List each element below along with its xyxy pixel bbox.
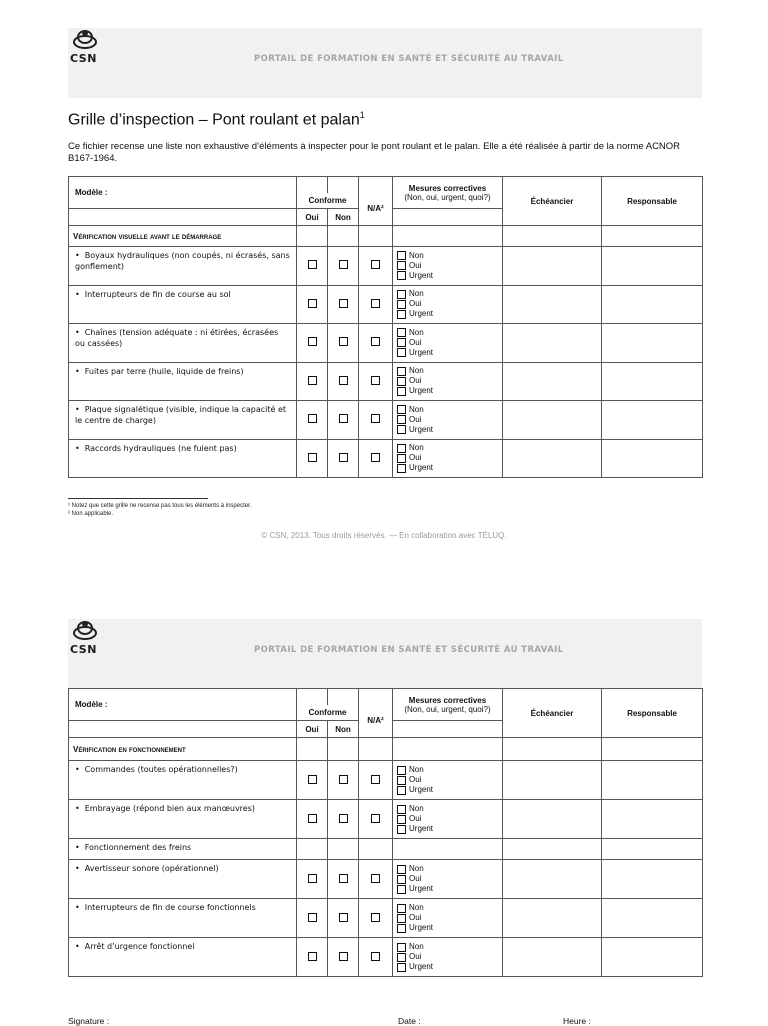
conforme-oui-cell [297,285,328,324]
mesure-option[interactable] [397,913,498,923]
bullet-icon: • [75,328,80,337]
inspection-table-2 [68,688,703,977]
echeancier-cell[interactable] [503,439,602,478]
header-band [68,28,702,98]
na-checkbox[interactable] [371,814,380,823]
mesure-option-label: Urgent [409,309,434,319]
responsable-cell[interactable] [602,285,703,324]
empty-cell[interactable] [359,738,393,761]
conforme-oui-checkbox[interactable] [308,874,317,883]
conforme-non-checkbox[interactable] [339,814,348,823]
bullet-icon: • [75,765,80,774]
mesure-option-label: Oui [409,952,422,961]
conforme-non-checkbox[interactable] [339,414,348,423]
na-cell [359,800,393,839]
mesure-option-label: Oui [409,337,422,347]
item-label: • Arrêt d’urgence fonctionnel [69,938,297,977]
mesure-option-checkbox[interactable] [397,464,406,473]
mesure-option-label: Non [409,289,424,299]
mesure-option[interactable] [397,962,498,972]
bullet-icon: • [75,864,80,873]
conforme-header: Conforme [297,705,359,721]
mesure-option-checkbox[interactable] [397,454,406,463]
responsable-header: Responsable [602,689,703,738]
mesure-option-checkbox[interactable] [397,367,406,376]
conforme-oui-checkbox[interactable] [308,913,317,922]
mesure-option[interactable] [397,765,498,775]
mesure-option[interactable] [397,348,498,358]
echeancier-cell[interactable] [503,401,602,440]
conforme-non-checkbox[interactable] [339,952,348,961]
portal-tagline: PORTAIL DE FORMATION EN SANTÉ ET SÉCURITÉ AU TRAVAIL [254,645,564,655]
mesure-option[interactable] [397,386,498,396]
table-row [69,247,703,286]
conforme-non-cell [328,285,359,324]
mesure-option[interactable] [397,289,498,299]
section-label: Vérification visuelle avant le démarrage [69,226,297,247]
table-row [69,800,703,839]
footnote-ref: 1 [359,110,365,120]
mesure-option-checkbox[interactable] [397,865,406,874]
item-label: • Avertisseur sonore (opérationnel) [69,860,297,899]
mesure-option[interactable] [397,309,498,319]
conforme-non-cell [328,401,359,440]
empty-cell[interactable] [297,738,328,761]
item-label: • Raccords hydrauliques (ne fuient pas) [69,439,297,478]
bullet-icon: • [75,443,80,453]
footnote-divider [68,498,208,499]
mesure-option-checkbox[interactable] [397,943,406,952]
conforme-oui-cell [297,439,328,478]
bullet-icon: • [75,251,80,260]
responsable-cell[interactable] [602,439,703,478]
na-cell [359,899,393,938]
table-row [69,401,703,440]
model-header: Modèle : [69,177,297,209]
echeancier-cell[interactable] [503,738,602,761]
echeancier-header: Échéancier [503,689,602,738]
signature-label: Signature : [68,1016,110,1026]
conforme-non-cell [328,247,359,286]
responsable-cell[interactable] [602,800,703,839]
mesure-option-checkbox[interactable] [397,953,406,962]
mesure-option[interactable] [397,405,498,415]
mesure-option-label: Oui [409,913,422,922]
section-row [69,226,703,247]
mesure-option-checkbox[interactable] [397,444,406,453]
responsable-header: Responsable [602,177,703,226]
na-cell [359,324,393,363]
mesure-option-checkbox[interactable] [397,328,406,337]
bullet-icon: • [75,903,80,912]
responsable-cell[interactable] [602,860,703,899]
logo-text: CSN [70,52,97,65]
empty-cell[interactable] [393,738,503,761]
responsable-cell[interactable] [602,247,703,286]
mesure-option[interactable] [397,923,498,933]
echeancier-cell[interactable] [503,247,602,286]
bullet-icon: • [75,804,80,813]
mesure-option-checkbox[interactable] [397,271,406,280]
mesure-option-checkbox[interactable] [397,415,406,424]
conforme-oui-cell [297,401,328,440]
conforme-oui-cell [297,899,328,938]
conforme-non-checkbox[interactable] [339,376,348,385]
mesures-options [393,285,503,324]
portal-tagline: PORTAIL DE FORMATION EN SANTÉ ET SÉCURITÉ AU TRAVAIL [254,54,564,64]
na-cell [359,247,393,286]
echeancier-cell[interactable] [503,761,602,800]
empty-cell[interactable] [328,226,359,247]
mesure-option-label: Non [409,250,424,260]
mesure-option-checkbox[interactable] [397,377,406,386]
item-label: • Commandes (toutes opérationnelles?) [69,761,297,800]
mesure-option[interactable] [397,775,498,785]
bullet-icon: • [75,405,80,414]
date-label: Date : [398,1016,421,1026]
table-row [69,938,703,977]
mesure-option-label: Non [409,443,424,453]
conforme-oui-cell [297,362,328,401]
conforme-oui-checkbox[interactable] [308,376,317,385]
mesure-option-label: Urgent [409,884,434,893]
conforme-non-checkbox[interactable] [339,874,348,883]
empty-cell[interactable] [328,738,359,761]
conforme-non-checkbox[interactable] [339,260,348,269]
mesures-options [393,860,503,899]
empty-cell[interactable] [359,226,393,247]
responsable-cell[interactable] [602,401,703,440]
item-label: • Chaînes (tension adéquate : ni étirées, écrasées ou cassées) [69,324,297,363]
table-row [69,761,703,800]
mesure-option-checkbox[interactable] [397,300,406,309]
bullet-icon: • [75,289,80,299]
mesure-option-checkbox[interactable] [397,387,406,396]
header-band-page-2 [68,619,702,689]
echeancier-cell[interactable] [503,899,602,938]
conforme-non-cell [328,800,359,839]
page-title: Grille d’inspection – Pont roulant et palan$^1$ [68,110,365,129]
conforme-non-cell [328,761,359,800]
table-row [69,860,703,899]
mesure-option[interactable] [397,952,498,962]
footnotes [68,502,251,518]
item-label: • Interrupteurs de fin de course au sol [69,285,297,324]
oui-header: Oui [297,721,328,738]
conforme-oui-checkbox[interactable] [308,775,317,784]
mesure-option-checkbox[interactable] [397,425,406,434]
na-checkbox[interactable] [371,376,380,385]
non-header: Non [328,721,359,738]
conforme-oui-cell [297,938,328,977]
mesure-option[interactable] [397,874,498,884]
na-header: N/A² [359,193,393,226]
empty-cell[interactable] [359,839,393,860]
na-checkbox[interactable] [371,913,380,922]
conforme-oui-cell [297,800,328,839]
responsable-cell[interactable] [602,324,703,363]
conforme-oui-checkbox[interactable] [308,414,317,423]
mesure-option-label: Oui [409,453,422,463]
mesure-option-label: Oui [409,814,422,823]
mesure-option-checkbox[interactable] [397,786,406,795]
mesure-option-label: Urgent [409,424,434,434]
na-cell [359,362,393,401]
mesure-option[interactable] [397,425,498,435]
mesure-option[interactable] [397,271,498,281]
item-label: • Boyaux hydrauliques (non coupés, ni écrasés, sans gonflement) [69,247,297,286]
conforme-non-cell [328,439,359,478]
mesure-option-label: Non [409,942,424,951]
na-checkbox[interactable] [371,260,380,269]
bullet-icon: • [75,942,80,951]
na-checkbox[interactable] [371,775,380,784]
empty-cell[interactable] [328,839,359,860]
na-header: N/A² [359,705,393,738]
conforme-non-checkbox[interactable] [339,775,348,784]
mesure-option-checkbox[interactable] [397,805,406,814]
mesure-option-checkbox[interactable] [397,338,406,347]
mesure-option-label: Urgent [409,923,434,932]
inspection-table-1 [68,176,703,478]
conforme-non-checkbox[interactable] [339,299,348,308]
conforme-oui-checkbox[interactable] [308,260,317,269]
conforme-non-cell [328,860,359,899]
mesure-option-checkbox[interactable] [397,914,406,923]
csn-logo-icon [70,28,100,52]
mesure-option-label: Urgent [409,386,434,396]
mesure-option-label: Oui [409,874,422,883]
conforme-oui-cell [297,761,328,800]
mesure-option[interactable] [397,804,498,814]
responsable-cell[interactable] [602,761,703,800]
mesures-options [393,401,503,440]
table-row [69,439,703,478]
mesure-option[interactable] [397,942,498,952]
mesure-option[interactable] [397,251,498,261]
echeancier-cell[interactable] [503,938,602,977]
mesure-option-checkbox[interactable] [397,766,406,775]
mesure-option-label: Urgent [409,824,434,833]
mesure-option-checkbox[interactable] [397,405,406,414]
mesure-option-label: Non [409,804,424,813]
conforme-non-checkbox[interactable] [339,913,348,922]
mesure-option-checkbox[interactable] [397,776,406,785]
mesures-options [393,800,503,839]
non-header: Non [328,209,359,226]
na-cell [359,938,393,977]
mesure-option-checkbox[interactable] [397,261,406,270]
conforme-non-checkbox[interactable] [339,453,348,462]
mesure-option[interactable] [397,443,498,453]
section-row [69,738,703,761]
na-cell [359,439,393,478]
conforme-oui-checkbox[interactable] [308,299,317,308]
mesure-option[interactable] [397,884,498,894]
csn-logo-icon [70,619,100,643]
mesures-header: Mesures correctives (Non, oui, urgent, quoi?) [393,177,503,209]
na-cell [359,860,393,899]
responsable-cell[interactable] [602,839,703,860]
responsable-cell[interactable] [602,938,703,977]
echeancier-cell[interactable] [503,362,602,401]
csn-logo [70,619,102,657]
mesure-option-label: Non [409,903,424,912]
echeancier-cell[interactable] [503,226,602,247]
conforme-oui-cell [297,324,328,363]
item-label: • Embrayage (répond bien aux manœuvres) [69,800,297,839]
mesure-option[interactable] [397,328,498,338]
mesure-option-label: Oui [409,414,422,424]
responsable-cell[interactable] [602,226,703,247]
mesure-option-checkbox[interactable] [397,904,406,913]
mesure-option-label: Urgent [409,347,434,357]
table-row [69,899,703,938]
mesure-option-label: Non [409,765,424,774]
mesures-options [393,938,503,977]
responsable-cell[interactable] [602,899,703,938]
empty-cell[interactable] [297,226,328,247]
conforme-non-checkbox[interactable] [339,337,348,346]
mesure-option[interactable] [397,376,498,386]
conforme-non-cell [328,899,359,938]
mesures-options [393,324,503,363]
conforme-non-cell [328,938,359,977]
bullet-icon: • [75,843,80,852]
responsable-cell[interactable] [602,362,703,401]
na-checkbox[interactable] [371,299,380,308]
mesure-option[interactable] [397,864,498,874]
echeancier-cell[interactable] [503,860,602,899]
mesures-options [393,899,503,938]
conforme-oui-checkbox[interactable] [308,337,317,346]
table-row [69,285,703,324]
mesure-option-label: Non [409,404,424,414]
mesure-option-checkbox[interactable] [397,924,406,933]
mesure-option-label: Non [409,366,424,376]
responsable-cell[interactable] [602,738,703,761]
echeancier-cell[interactable] [503,285,602,324]
copyright: © CSN, 2013. Tous droits réservés. — En collaboration avec TÉLUQ. [261,531,507,540]
oui-header: Oui [297,209,328,226]
mesures-header: Mesures correctives (Non, oui, urgent, quoi?) [393,689,503,721]
heure-label: Heure : [563,1016,591,1026]
intro-text: Ce fichier recense une liste non exhaustive d’éléments à inspecter pour le pont roulant et le palan. Elle a été réalisée à partir de la norme ACNOR B167-1964. [68,141,681,164]
mesure-option-label: Urgent [409,270,434,280]
mesure-option-label: Oui [409,775,422,784]
footnote-2: ² Non applicable. [68,511,114,517]
na-cell [359,761,393,800]
echeancier-cell[interactable] [503,839,602,860]
mesure-option-label: Oui [409,376,422,386]
mesures-options [393,247,503,286]
mesure-option-checkbox[interactable] [397,963,406,972]
echeancier-cell[interactable] [503,800,602,839]
mesure-option-checkbox[interactable] [397,348,406,357]
na-cell [359,285,393,324]
mesure-option-label: Non [409,864,424,873]
mesure-option-checkbox[interactable] [397,251,406,260]
mesure-option[interactable] [397,453,498,463]
mesure-option-label: Urgent [409,785,434,794]
mesure-option-checkbox[interactable] [397,875,406,884]
bullet-icon: • [75,366,80,376]
item-label: • Fonctionnement des freins [69,839,297,860]
logo-text: CSN [70,643,97,656]
item-label: • Plaque signalétique (visible, indique la capacité et le centre de charge) [69,401,297,440]
item-label: • Interrupteurs de fin de course fonctionnels [69,899,297,938]
mesure-option-label: Urgent [409,463,434,473]
mesure-option[interactable] [397,463,498,473]
na-checkbox[interactable] [371,453,380,462]
mesure-option[interactable] [397,415,498,425]
mesure-option-checkbox[interactable] [397,825,406,834]
conforme-oui-checkbox[interactable] [308,814,317,823]
empty-cell[interactable] [393,226,503,247]
mesure-option[interactable] [397,338,498,348]
echeancier-header: Échéancier [503,177,602,226]
empty-cell[interactable] [393,839,503,860]
mesure-option[interactable] [397,366,498,376]
mesure-option[interactable] [397,299,498,309]
table-row [69,362,703,401]
mesure-option-checkbox[interactable] [397,290,406,299]
conforme-oui-cell [297,247,328,286]
table-row [69,324,703,363]
conforme-non-cell [328,362,359,401]
conforme-header: Conforme [297,193,359,209]
mesure-option-checkbox[interactable] [397,815,406,824]
mesure-option-checkbox[interactable] [397,885,406,894]
mesures-options [393,439,503,478]
na-checkbox[interactable] [371,874,380,883]
mesure-option[interactable] [397,785,498,795]
mesures-options [393,761,503,800]
conforme-oui-checkbox[interactable] [308,952,317,961]
conforme-non-cell [328,324,359,363]
empty-cell[interactable] [297,839,328,860]
mesure-option[interactable] [397,824,498,834]
conforme-oui-cell [297,860,328,899]
mesure-option-label: Oui [409,260,422,270]
na-checkbox[interactable] [371,414,380,423]
na-cell [359,401,393,440]
section-label: Vérification en fonctionnement [69,738,297,761]
na-checkbox[interactable] [371,952,380,961]
footnote-1: ¹ Notez que cette grille ne recense pas tous les éléments à inspecter. [68,503,252,509]
echeancier-cell[interactable] [503,324,602,363]
mesure-option[interactable] [397,814,498,824]
mesure-option[interactable] [397,903,498,913]
table-row [69,839,703,860]
mesure-option-label: Non [409,327,424,337]
item-label: • Fuites par terre (huile, liquide de freins) [69,362,297,401]
mesures-options [393,362,503,401]
conforme-oui-checkbox[interactable] [308,453,317,462]
mesure-option-checkbox[interactable] [397,310,406,319]
mesure-option-label: Urgent [409,962,434,971]
mesure-option[interactable] [397,261,498,271]
model-header: Modèle : [69,689,297,721]
na-checkbox[interactable] [371,337,380,346]
mesure-option-label: Oui [409,299,422,309]
csn-logo [70,28,102,66]
